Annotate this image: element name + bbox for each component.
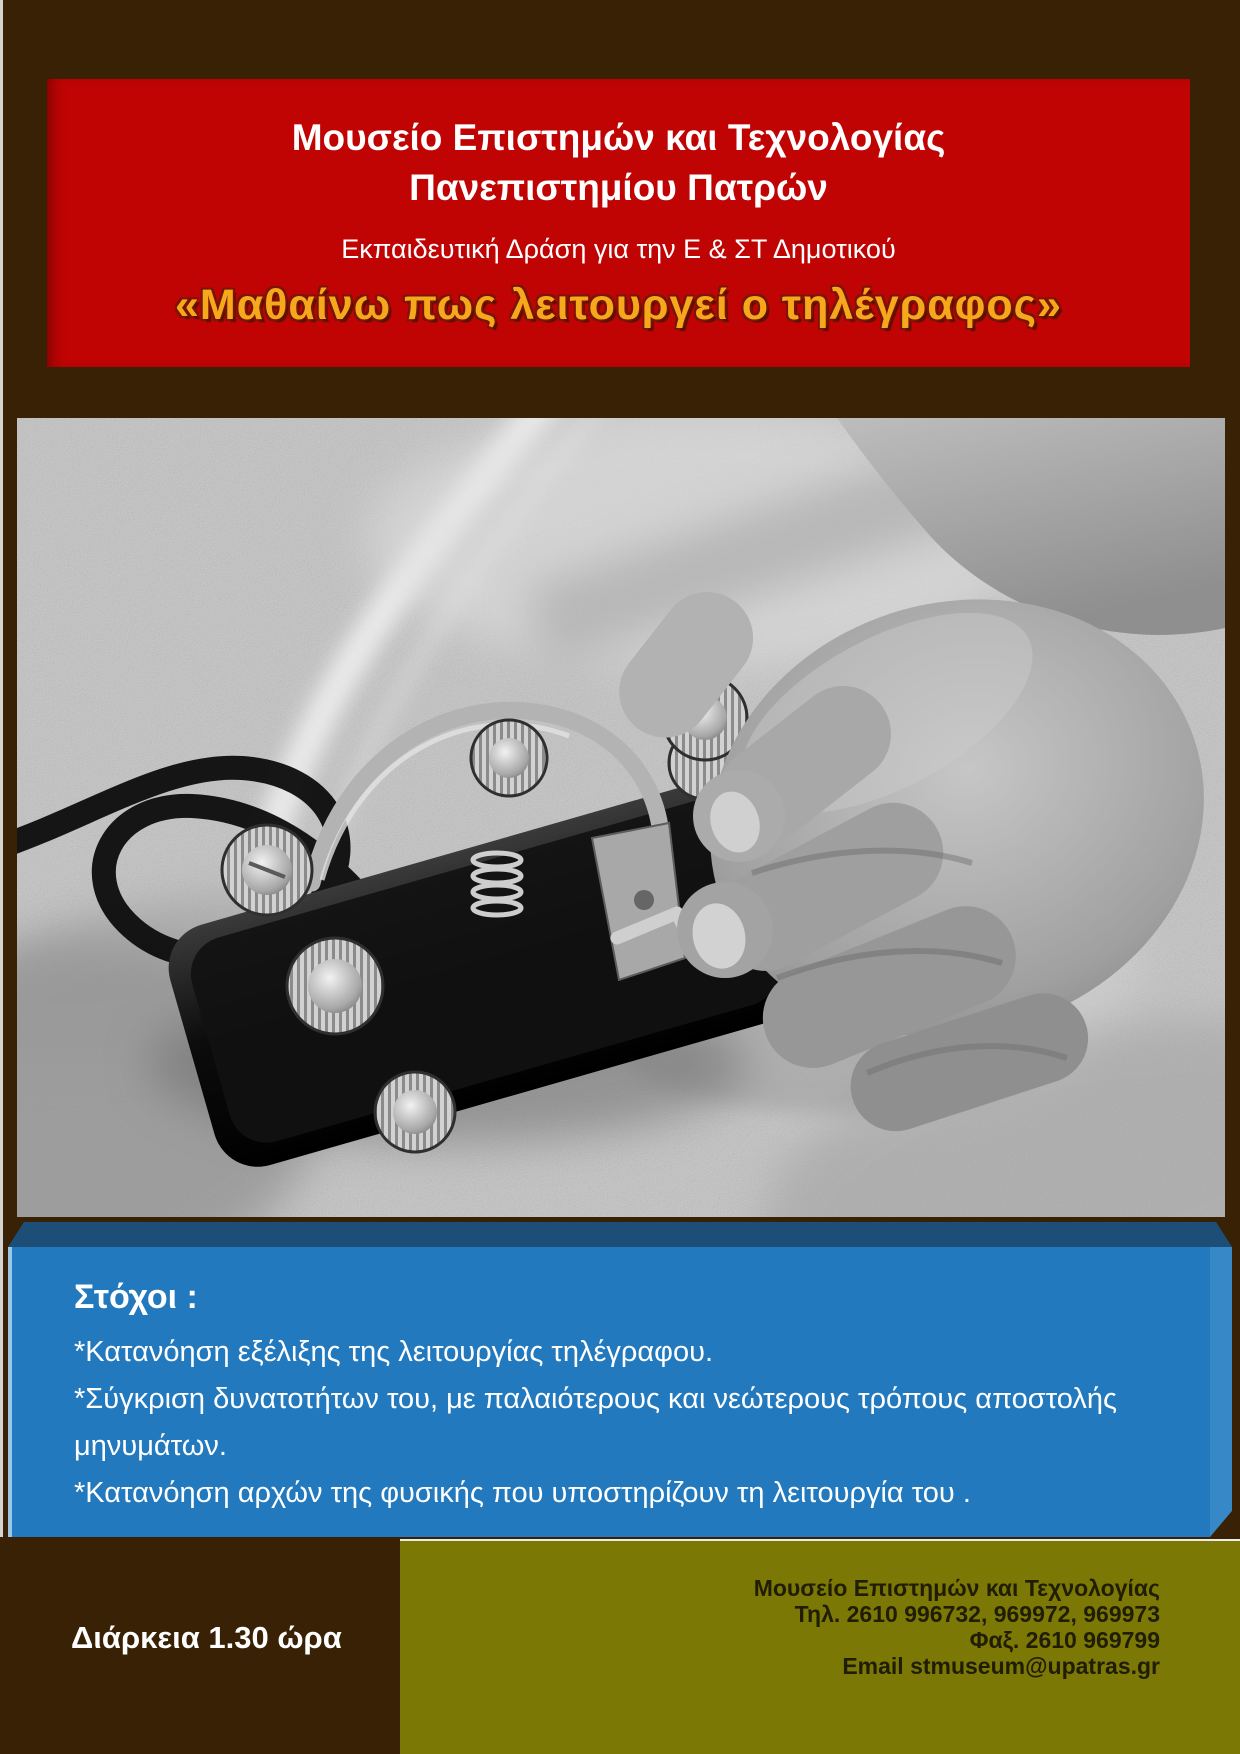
activity-headline: «Μαθαίνω πως λειτουργεί ο τηλέγραφος» xyxy=(175,281,1062,329)
goals-heading: Στόχοι : xyxy=(74,1278,198,1316)
contact-org: Μουσείο Επιστημών και Τεχνολογίας xyxy=(753,1575,1160,1601)
goals-box-front-face xyxy=(8,1247,1210,1537)
goal-item: *Κατανόηση εξέλιξης της λειτουργίας τηλέγραφου. xyxy=(74,1336,714,1368)
museum-title-line2: Πανεπιστημίου Πατρών xyxy=(409,167,828,208)
page-edge-strip xyxy=(0,0,3,1537)
telegraph-photo-art xyxy=(17,418,1225,1217)
goals-box-top-face xyxy=(8,1222,1232,1247)
telegraph-photo xyxy=(17,418,1225,1217)
contact-email: Email stmuseum@upatras.gr xyxy=(842,1653,1160,1679)
contact-phone: Τηλ. 2610 996732, 969972, 969973 xyxy=(794,1601,1160,1627)
activity-subtitle: Εκπαιδευτική Δράση για την Ε & ΣΤ Δημοτικού xyxy=(341,234,896,264)
goals-box xyxy=(8,1222,1232,1537)
goals-box-side-face xyxy=(1210,1247,1232,1537)
header-banner xyxy=(47,79,1190,367)
contact-box xyxy=(400,1539,1240,1754)
goal-item: *Σύγκριση δυνατοτήτων του, με παλαιότερους και νεώτερους τρόπους αποστολής μηνυμάτων. xyxy=(74,1383,1117,1462)
duration-label: Διάρκεια 1.30 ώρα xyxy=(71,1620,342,1655)
goal-item: *Κατανόηση αρχών της φυσικής που υποστηρίζουν τη λειτουργία του . xyxy=(74,1477,971,1509)
contact-fax: Φαξ. 2610 969799 xyxy=(969,1627,1160,1653)
museum-title-line1: Μουσείο Επιστημών και Τεχνολογίας xyxy=(291,117,946,158)
